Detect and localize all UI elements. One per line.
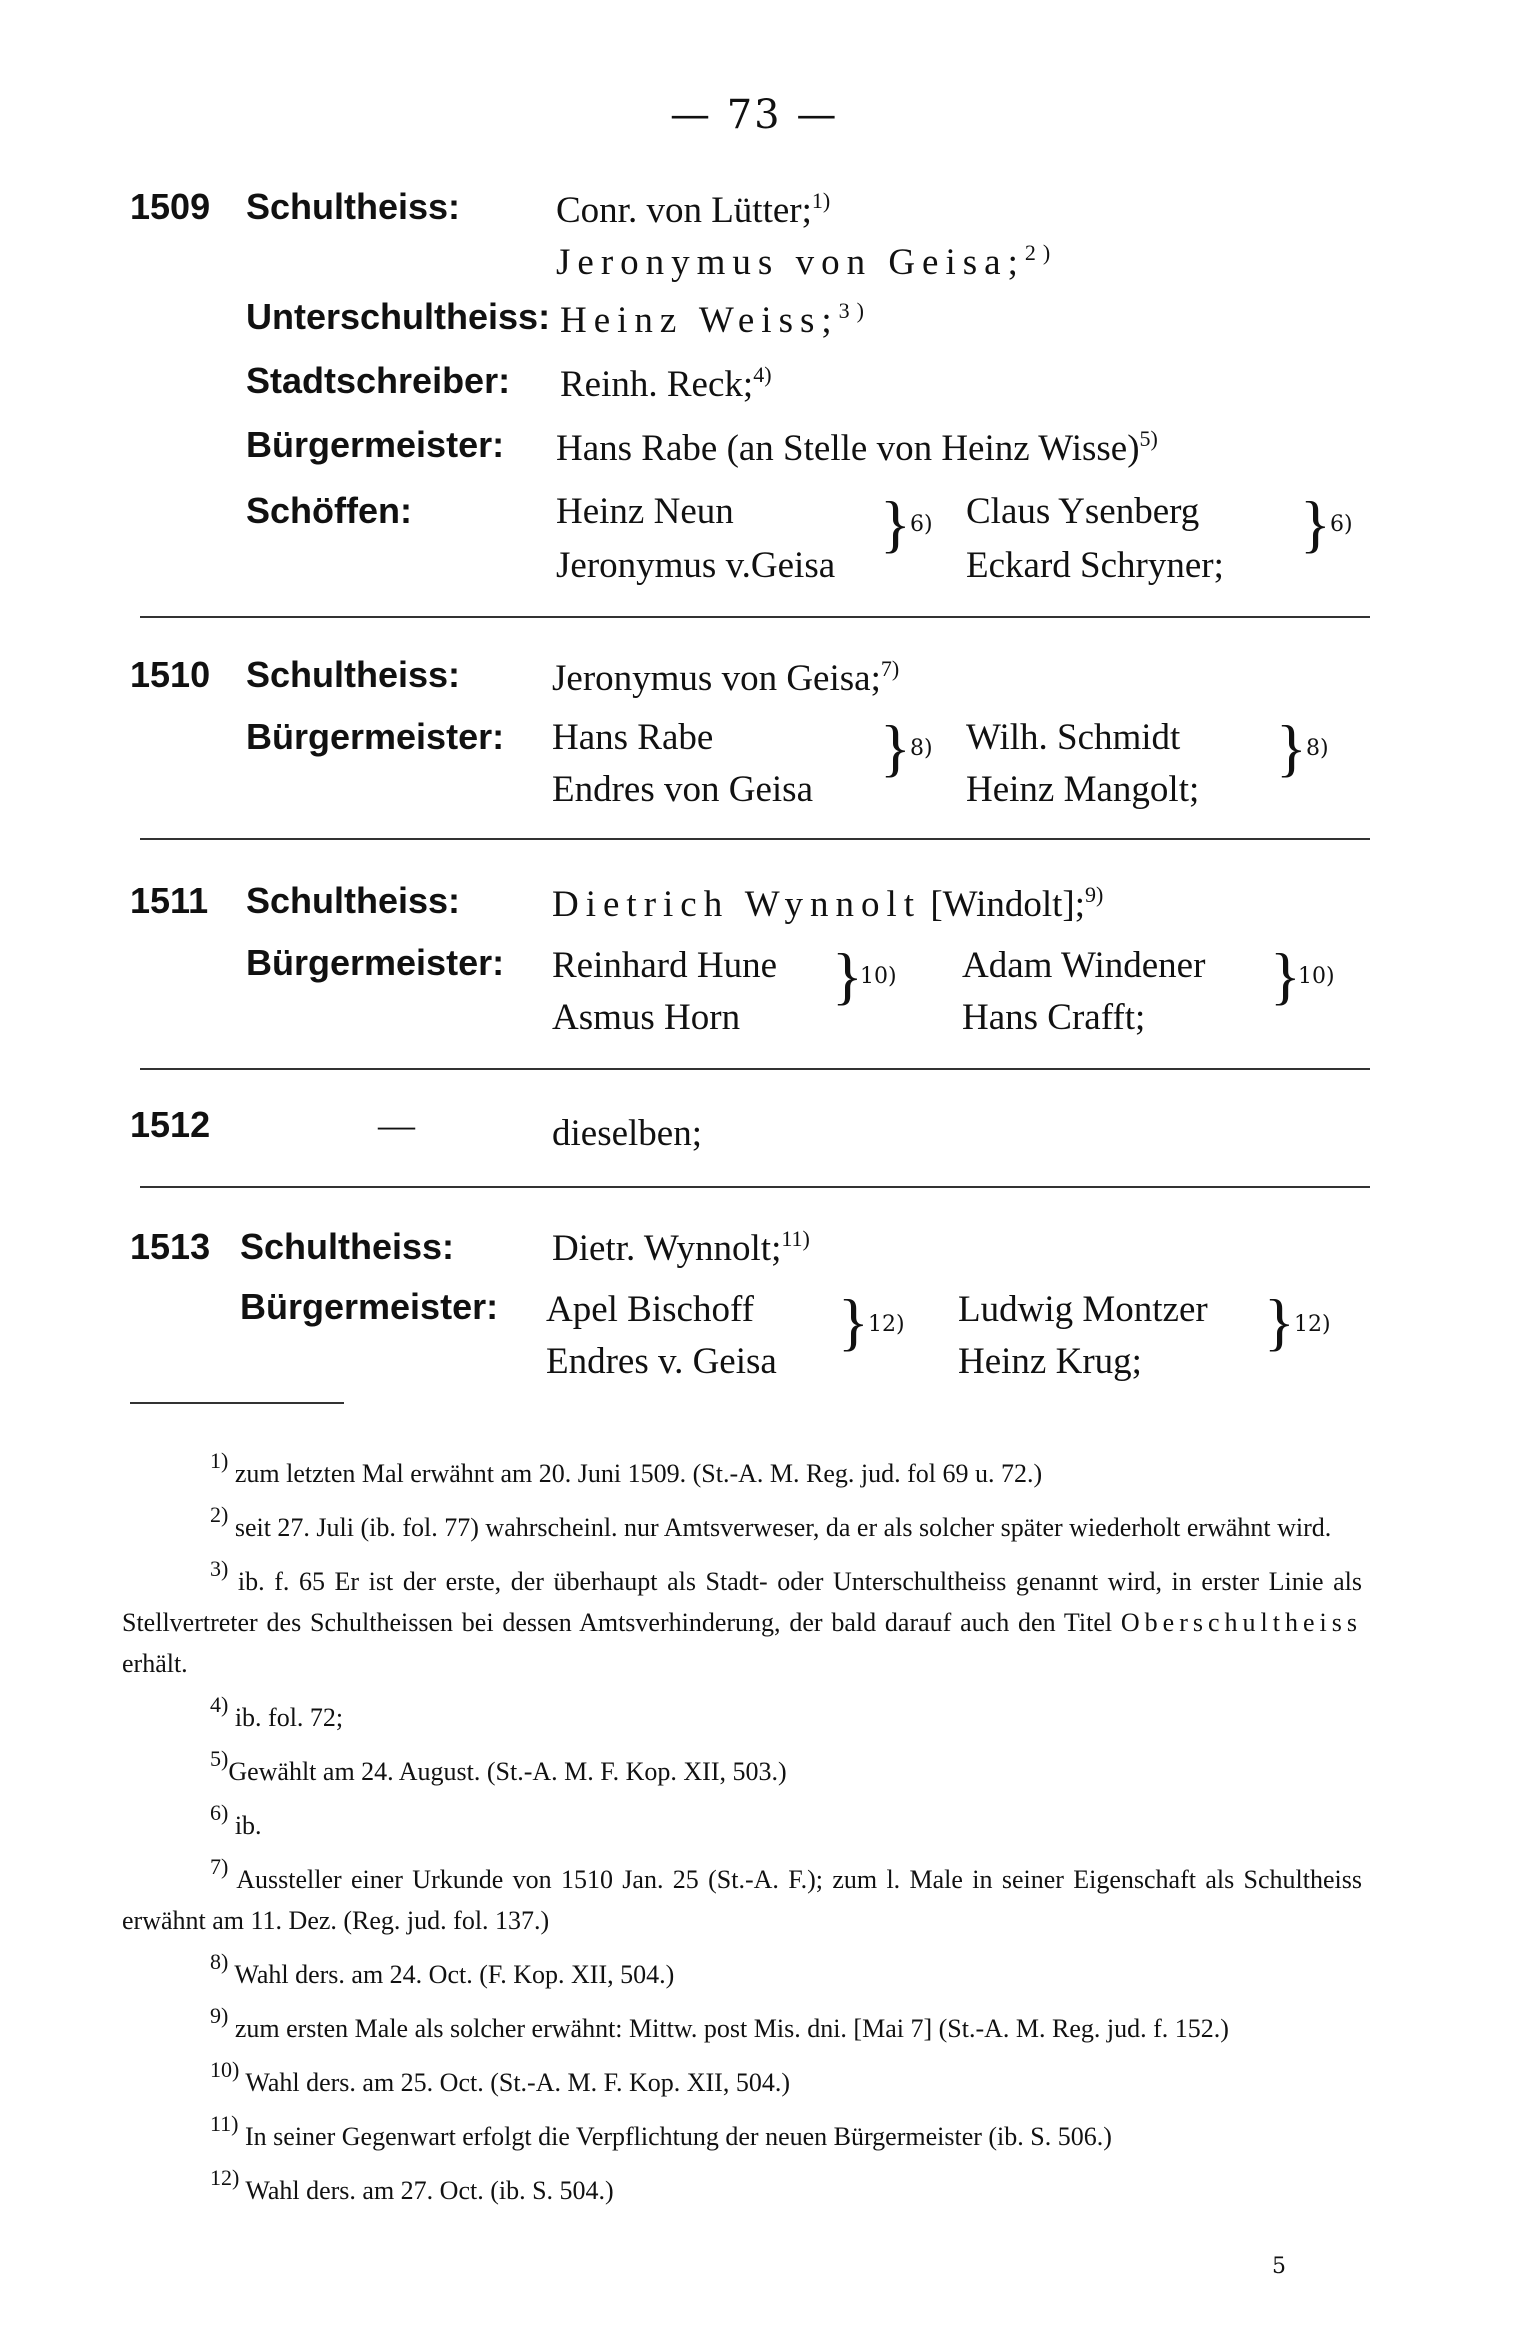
divider bbox=[140, 838, 1370, 840]
schoeffe-1509-a2: Jeronymus v.Geisa bbox=[556, 545, 836, 586]
buergermeister-1513-b1: Ludwig Montzer bbox=[958, 1289, 1208, 1330]
ref-1510-b: 8) bbox=[1306, 736, 1329, 761]
footnote: $^{7)}$ Aussteller einer Urkunde von 1510 Jan. 25 (St.-A. F.); zum l. Male in seiner Eigenschaft als Schultheiss erwähnt am 11. Dez. (Reg. jud. fol. 137.) bbox=[122, 1854, 1362, 1935]
buergermeister-1510-a2: Endres von Geisa bbox=[552, 769, 813, 810]
unterschultheiss-1509: Heinz Weiss;$^{3)}$ bbox=[560, 298, 871, 341]
buergermeister-1513-b2: Heinz Krug; bbox=[958, 1341, 1142, 1382]
schoeffe-1509-b2: Eckard Schryner; bbox=[966, 545, 1224, 586]
label-schultheiss-1509: Schultheiss: bbox=[246, 186, 461, 227]
label-buergermeister-1510: Bürgermeister: bbox=[246, 716, 505, 757]
footnote: $^{2)}$ seit 27. Juli (ib. fol. 77) wahrscheinl. nur Amtsverweser, da er als solcher später wiederholt erwähnt wird. bbox=[210, 1502, 1332, 1542]
ref-1510-a: 8) bbox=[910, 736, 933, 761]
year-1512: 1512 bbox=[130, 1104, 211, 1145]
footnote: $^{8)}$ Wahl ders. am 24. Oct. (F. Kop. XII, 504.) bbox=[210, 1949, 675, 1989]
year-1511: 1511 bbox=[130, 880, 209, 921]
label-buergermeister-1511: Bürgermeister: bbox=[246, 942, 505, 983]
label-stadtschreiber-1509: Stadtschreiber: bbox=[246, 360, 511, 401]
dash-1512: — bbox=[378, 1105, 415, 1146]
ref-1513-a: 12) bbox=[868, 1312, 905, 1337]
brace-1511-a: } bbox=[832, 940, 863, 1011]
schoeffe-1509-a1: Heinz Neun bbox=[556, 491, 734, 532]
footnote: $^{1)}$ zum letzten Mal erwähnt am 20. Juni 1509. (St.-A. M. Reg. jud. fol 69 u. 72.) bbox=[210, 1448, 1043, 1488]
footnote: $^{12)}$ Wahl ders. am 27. Oct. (ib. S. 504.) bbox=[210, 2165, 614, 2205]
divider bbox=[140, 1068, 1370, 1070]
schultheiss-1513: Dietr. Wynnolt;$^{11)}$ bbox=[552, 1226, 810, 1269]
schultheiss-1511: Dietrich Wynnolt [Windolt];$^{9)}$ bbox=[552, 882, 1104, 925]
footnote: $^{9)}$ zum ersten Male als solcher erwähnt: Mittw. post Mis. dni. [Mai 7] (St.-A. M. Reg. jud. f. 152.) bbox=[210, 2003, 1229, 2043]
stadtschreiber-1509: Reinh. Reck;$^{4)}$ bbox=[560, 362, 772, 405]
brace-1510-b: } bbox=[1276, 712, 1307, 783]
divider bbox=[140, 616, 1370, 618]
year-1513: 1513 bbox=[130, 1226, 211, 1267]
page-number: — 73 — bbox=[670, 92, 839, 138]
label-schoeffen-1509: Schöffen: bbox=[246, 490, 412, 531]
ref-1511-b: 10) bbox=[1298, 964, 1335, 989]
label-unterschultheiss-1509: Unterschultheiss: bbox=[246, 296, 551, 337]
buergermeister-1510-a1: Hans Rabe bbox=[552, 717, 714, 758]
schoeffe-1509-b1: Claus Ysenberg bbox=[966, 491, 1200, 532]
buergermeister-1511-a1: Reinhard Hune bbox=[552, 945, 778, 986]
buergermeister-1511-b2: Hans Crafft; bbox=[962, 997, 1146, 1038]
brace-1509-b: } bbox=[1300, 488, 1331, 559]
footnote: $^{6)}$ ib. bbox=[210, 1800, 262, 1840]
buergermeister-1511-a2: Asmus Horn bbox=[552, 997, 741, 1038]
footnote: $^{4)}$ ib. fol. 72; bbox=[210, 1692, 344, 1732]
label-buergermeister-1513: Bürgermeister: bbox=[240, 1286, 499, 1327]
text-1512: dieselben; bbox=[552, 1113, 703, 1154]
footnote-separator bbox=[130, 1402, 344, 1404]
label-schultheiss-1513: Schultheiss: bbox=[240, 1226, 455, 1267]
brace-1513-b: } bbox=[1264, 1286, 1295, 1357]
brace-1511-b: } bbox=[1270, 940, 1301, 1011]
footnote: $^{10)}$ Wahl ders. am 25. Oct. (St.-A. M. F. Kop. XII, 504.) bbox=[210, 2057, 791, 2097]
ref-1509-b: 6) bbox=[1330, 512, 1353, 537]
schultheiss-1510: Jeronymus von Geisa;$^{7)}$ bbox=[552, 656, 900, 699]
buergermeister-1510-b1: Wilh. Schmidt bbox=[966, 717, 1181, 758]
year-1510: 1510 bbox=[130, 654, 211, 695]
ref-1509-a: 6) bbox=[910, 512, 933, 537]
schultheiss-1509-a: Conr. von Lütter;$^{1)}$ bbox=[556, 188, 831, 231]
ref-1511-a: 10) bbox=[860, 964, 897, 989]
schultheiss-1509-b: Jeronymus von Geisa;$^{2)}$ bbox=[556, 240, 1058, 283]
buergermeister-1511-b1: Adam Windener bbox=[962, 945, 1206, 986]
brace-1513-a: } bbox=[838, 1286, 869, 1357]
year-1509: 1509 bbox=[130, 186, 211, 227]
buergermeister-1513-a1: Apel Bischoff bbox=[546, 1289, 754, 1330]
brace-1510-a: } bbox=[880, 712, 911, 783]
buergermeister-1510-b2: Heinz Mangolt; bbox=[966, 769, 1200, 810]
buergermeister-1513-a2: Endres v. Geisa bbox=[546, 1341, 777, 1382]
signature-mark: 5 bbox=[1272, 2254, 1286, 2279]
footnote: $^{11)}$ In seiner Gegenwart erfolgt die Verpflichtung der neuen Bürgermeister (ib. S. 506.) bbox=[210, 2111, 1112, 2151]
label-schultheiss-1511: Schultheiss: bbox=[246, 880, 461, 921]
label-schultheiss-1510: Schultheiss: bbox=[246, 654, 461, 695]
divider bbox=[140, 1186, 1370, 1188]
footnote: $^{3)}$ ib. f. 65 Er ist der erste, der überhaupt als Stadt- oder Unterschultheiss genannt wird, in erster Linie als Stellvertreter des Schultheissen bei dessen Amtsverhinderung, der bald darauf auch den Titel Oberschultheiss erhält. bbox=[122, 1556, 1363, 1678]
ref-1513-b: 12) bbox=[1294, 1312, 1331, 1337]
footnote: $^{5)}$Gewählt am 24. August. (St.-A. M. F. Kop. XII, 503.) bbox=[210, 1746, 787, 1786]
buergermeister-1509: Hans Rabe (an Stelle von Heinz Wisse)$^{5)}$ bbox=[556, 426, 1158, 469]
footnotes bbox=[122, 1440, 1362, 2211]
label-buergermeister-1509: Bürgermeister: bbox=[246, 424, 505, 465]
brace-1509-a: } bbox=[880, 488, 911, 559]
